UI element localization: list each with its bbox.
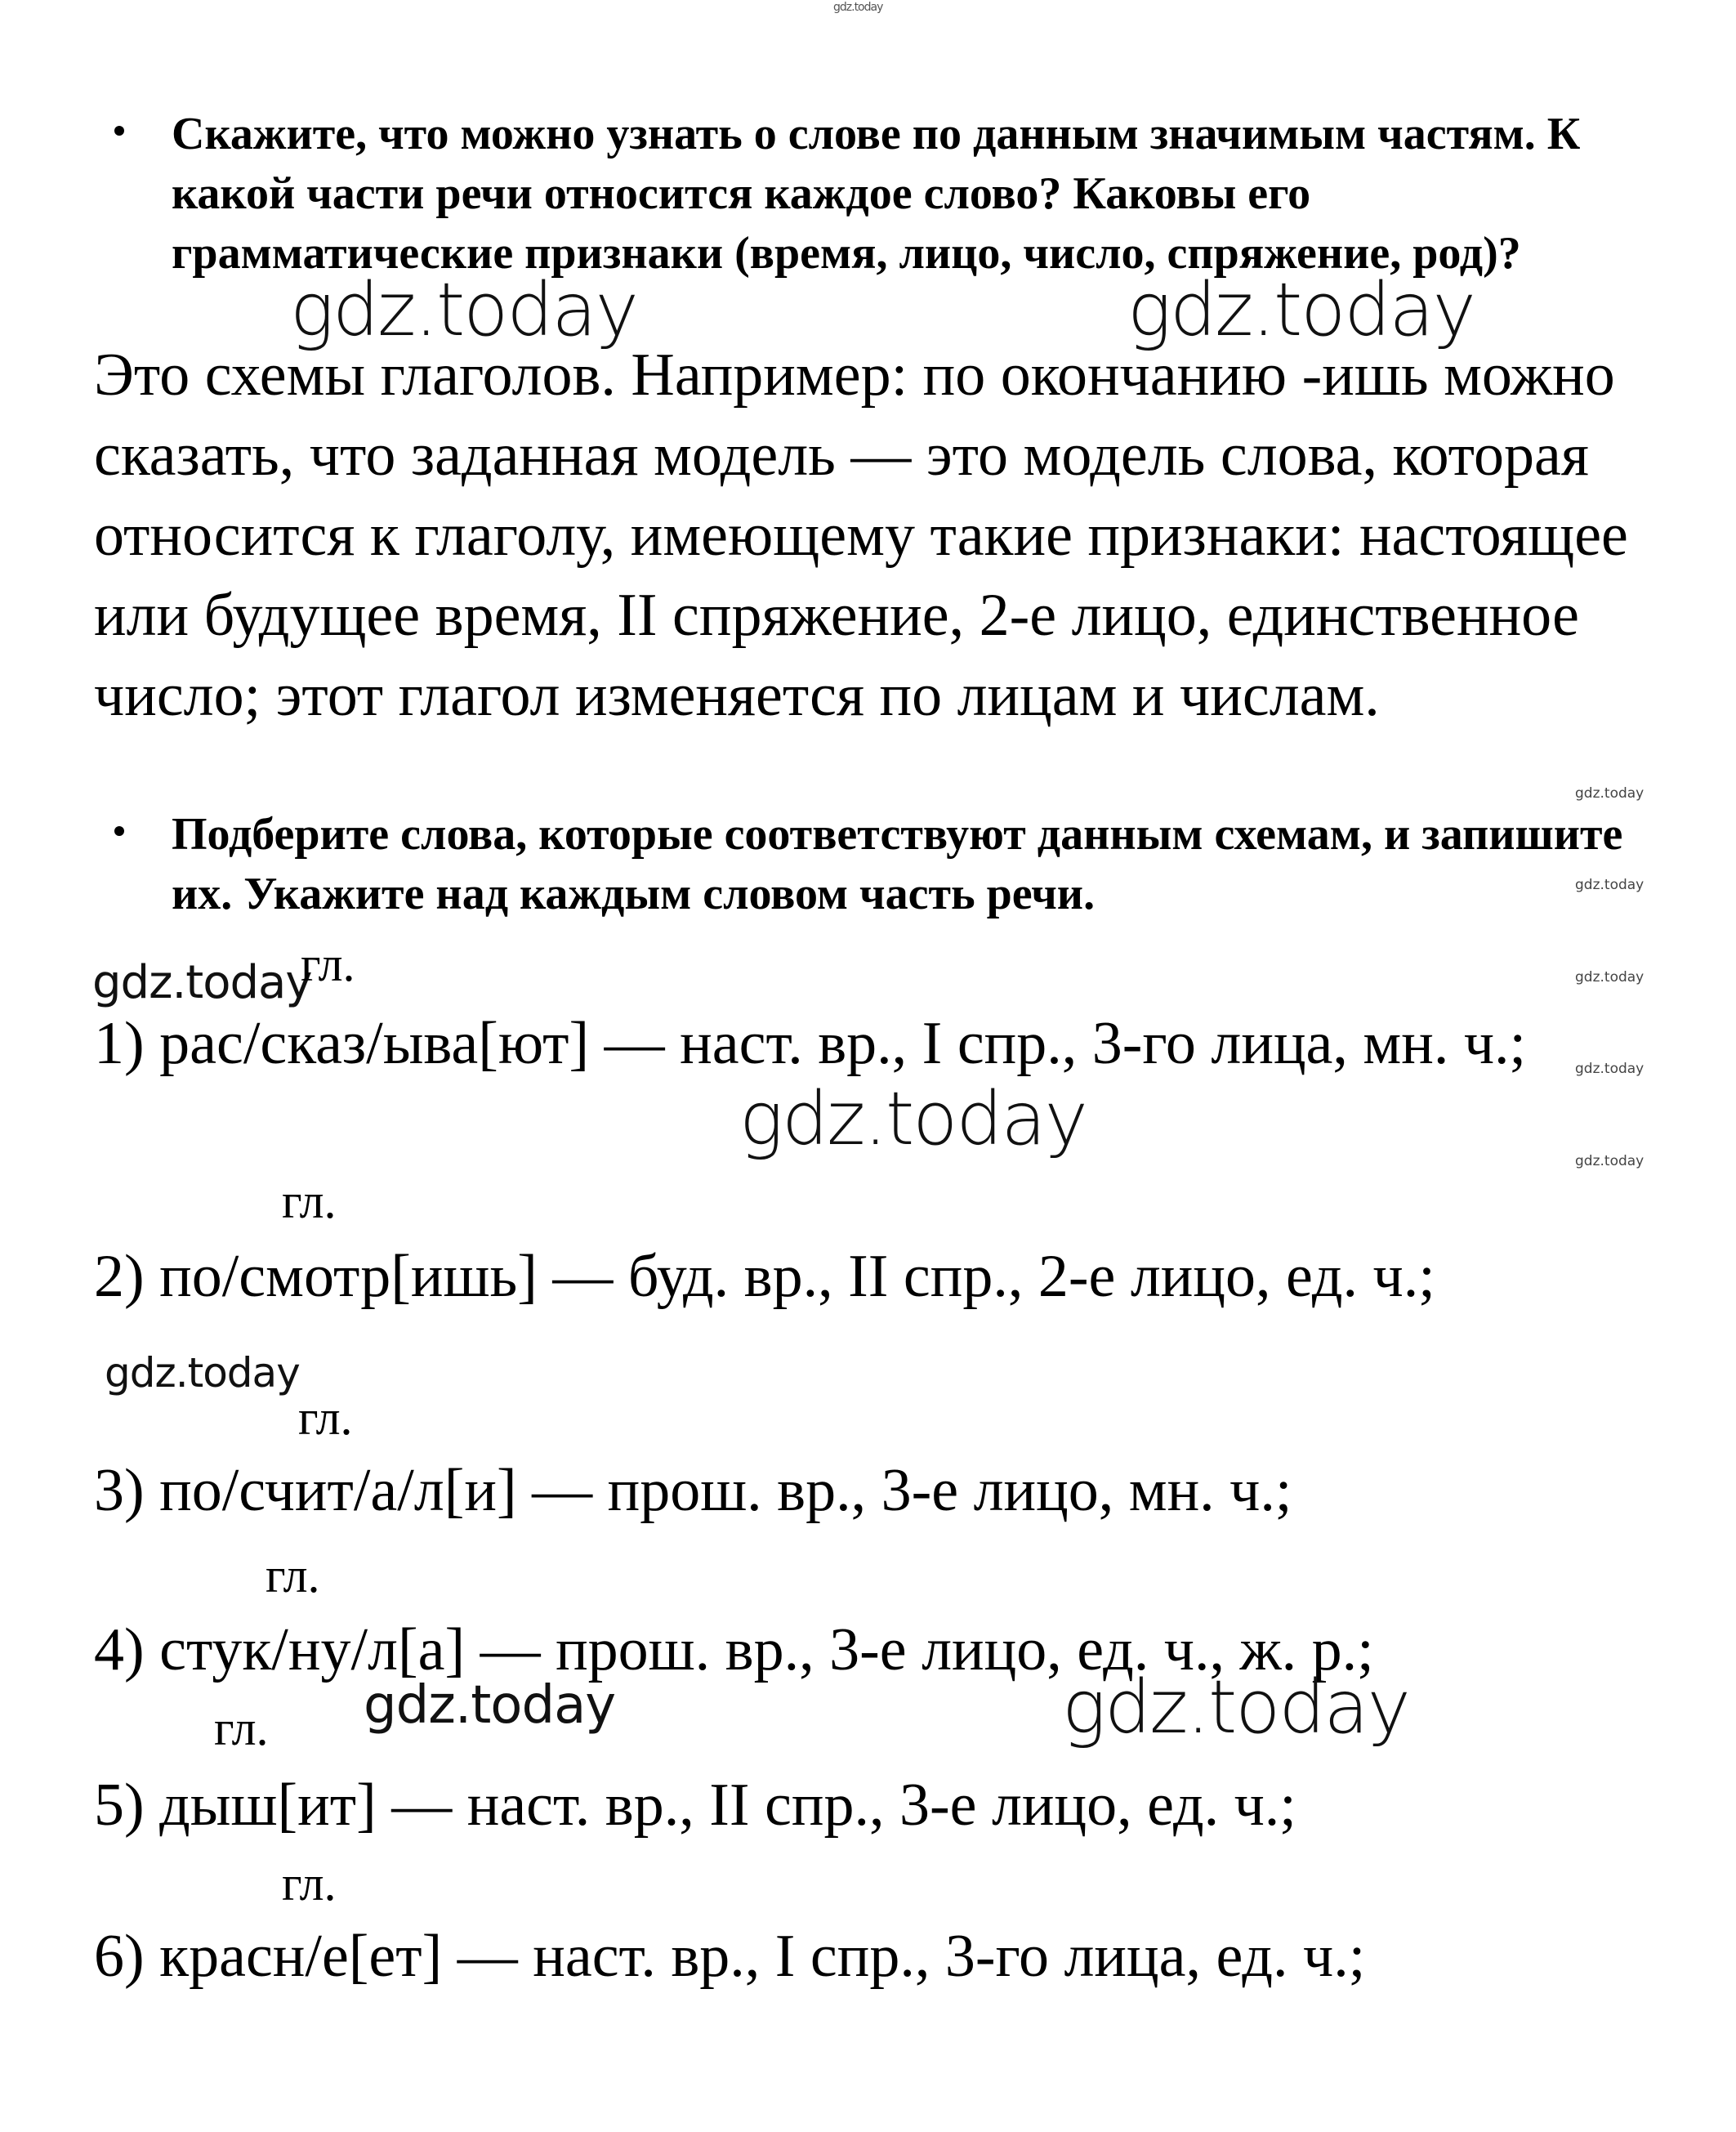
watermark-large-1: gdz.today xyxy=(290,267,637,353)
watermark-small-3: gdz.today xyxy=(1575,969,1645,986)
watermark-small-5: gdz.today xyxy=(1575,1153,1645,1169)
item-2: 2) по/смотр[ишь] — буд. вр., II спр., 2-е лицо, ед. ч.; xyxy=(94,1243,1435,1310)
watermark-small-1: gdz.today xyxy=(1575,785,1645,802)
task-2 xyxy=(114,805,1650,924)
pos-label-2: гл. xyxy=(282,1174,337,1228)
item-1: 1) рас/сказ/ыва[ют] — наст. вр., I спр., 3-го лица, мн. ч.; xyxy=(94,1010,1527,1077)
item-4: 4) стук/ну/л[а] — прош. вр., 3-е лицо, ед. ч., ж. р.; xyxy=(94,1616,1374,1683)
task-1 xyxy=(114,105,1650,284)
pos-label-3: гл. xyxy=(298,1391,353,1445)
bullet-icon xyxy=(114,826,124,836)
pos-label-6: гл. xyxy=(282,1857,337,1911)
watermark-small-4: gdz.today xyxy=(1575,1061,1645,1077)
watermark-top: gdz.today xyxy=(833,1,883,14)
bullet-icon xyxy=(114,126,124,136)
answer-1-text: Это схемы глаголов. Например: по окончанию -ишь можно сказать, что заданная модель — это модель слова, которая относится к глаголу, имеющему такие признаки: настоящее или будущее время, II спряжение, 2-е лицо, единственное число; этот глагол изменяется по лицам и числам. xyxy=(94,342,1628,729)
watermark-small-2: gdz.today xyxy=(1575,877,1645,893)
item-5: 5) дыш[ит] — наст. вр., II спр., 3-е лицо, ед. ч.; xyxy=(94,1772,1296,1839)
pos-label-1: гл. xyxy=(301,937,355,991)
pos-label-5: гл. xyxy=(214,1701,269,1755)
task-1-text: Скажите, что можно узнать о слове по данным значимым частям. К какой части речи относится каждое слово? Каковы его грамматические признаки (время, лицо, число, спряжение, род)? xyxy=(172,109,1581,279)
watermark-medium-2: gdz.today xyxy=(105,1349,300,1397)
item-3: 3) по/счит/а/л[и] — прош. вр., 3-е лицо, мн. ч.; xyxy=(94,1457,1292,1524)
watermark-medium-3: gdz.today xyxy=(364,1675,616,1736)
pos-label-4: гл. xyxy=(266,1549,320,1602)
item-6: 6) красн/е[ет] — наст. вр., I спр., 3-го лица, ед. ч.; xyxy=(94,1923,1366,1990)
task-2-text: Подберите слова, которые соответствуют данным схемам, и запишите их. Укажите над каждым словом часть речи. xyxy=(172,809,1623,919)
watermark-large-2: gdz.today xyxy=(1127,267,1475,353)
watermark-large-4: gdz.today xyxy=(1062,1665,1409,1750)
watermark-large-3: gdz.today xyxy=(739,1076,1087,1162)
watermark-medium-1: gdz.today xyxy=(92,956,312,1009)
